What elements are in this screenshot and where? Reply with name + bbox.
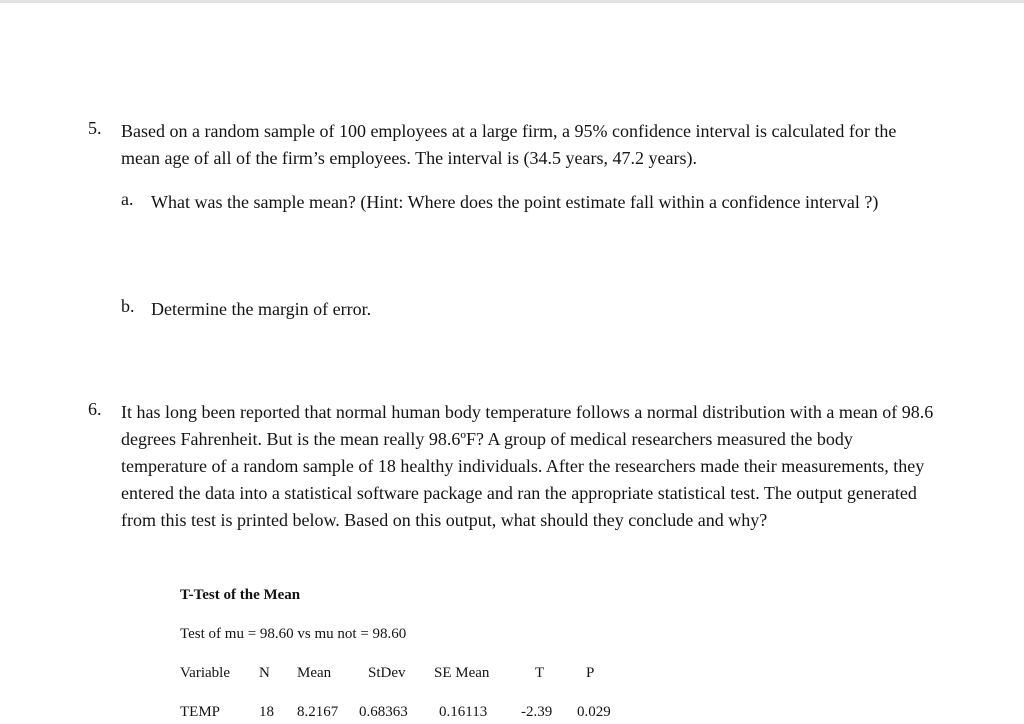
output-cell-n: 18 [259,704,274,720]
question-5-text: Based on a random sample of 100 employees at a large firm, a 95% confidence interval is calculated for the mean age of all of the firm’s employees. The interval is (34.5 years, 47.2 years). [121,121,897,168]
output-cell-p: 0.029 [577,704,611,720]
output-header-mean: Mean [297,665,332,681]
output-test-line: Test of mu = 98.60 vs mu not = 98.60 [180,626,407,642]
output-cell-t: -2.39 [521,704,553,720]
output-header-n: N [259,665,270,681]
output-title: T-Test of the Mean [180,587,301,603]
output-cell-variable: TEMP [180,704,221,720]
question-5-number: 5. [88,118,102,138]
question-6-text: It has long been reported that normal human body temperature follows a normal distribution with a mean of 98.6 degrees Fahrenheit. But is the mean really 98.6ºF? A group of medical researchers measured the body temperature of a random sample of 18 healthy individuals. After the researchers made their measurements, they entered the data into a statistical software package and ran the appropriate statistical test. The output generated from this test is printed below. Based on this output, what should they conclude and why? [121,402,934,530]
output-cell-mean: 8.2167 [297,704,339,720]
output-header-se-mean: SE Mean [434,665,490,681]
output-header-stdev: StDev [368,665,406,681]
question-6-number: 6. [88,399,102,419]
output-header-variable: Variable [180,665,230,681]
output-cell-stdev: 0.68363 [359,704,408,720]
top-divider [0,0,1024,3]
output-header-p: P [586,665,595,681]
output-cell-se-mean: 0.16113 [439,704,488,720]
question-5a-text: What was the sample mean? (Hint: Where does the point estimate fall within a confidence interval ?) [151,192,879,212]
question-5a-label: a. [121,189,134,209]
question-5b-text: Determine the margin of error. [151,299,372,319]
output-header-t: T [535,665,545,681]
question-5b-label: b. [121,296,135,316]
